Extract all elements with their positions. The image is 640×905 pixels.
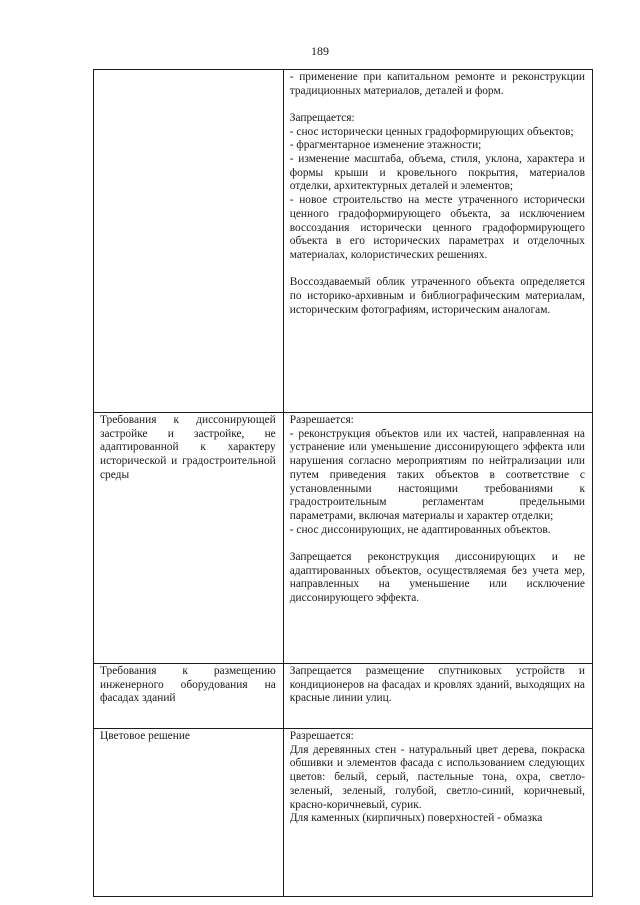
paragraph: Для каменных (кирпичных) поверхностей - обмазка [289, 812, 543, 825]
paragraph: - изменение масштаба, объема, стиля, уклона, характера и формы крыши и кровельного покрытия, материалов отделки, архитектурных деталей и элементов; [289, 153, 585, 193]
requirement-text-cell [283, 70, 592, 413]
table-row [94, 664, 593, 729]
paragraph: - фрагментарное изменение этажности; [289, 139, 482, 152]
paragraph: Запрещается: [289, 111, 355, 124]
paragraph: - новое строительство на месте утраченного исторически ценного градоформирующего объекта, за исключением воссоздания исторически ценного градоформирующего объекта в его исторических параметрах и отделочных материалах, колористических решениях. [289, 194, 585, 261]
paragraph: Запрещается размещение спутниковых устройств и кондиционеров на фасадах и кровлях зданий, выходящих на красные линии улиц. [289, 665, 585, 705]
paragraph: Разрешается: [289, 414, 354, 426]
requirement-text-cell [283, 413, 592, 664]
paragraph: Разрешается: [289, 730, 354, 742]
regulations-table [93, 69, 593, 897]
table-row [94, 729, 593, 897]
cell-content [290, 730, 585, 893]
requirement-label: Цветовое решение [100, 730, 190, 742]
requirement-text-cell [283, 664, 592, 729]
spacer [290, 98, 585, 112]
requirement-text-cell [283, 729, 592, 897]
table-row [94, 413, 593, 664]
requirement-label-cell [94, 664, 284, 729]
paragraph: Запрещается реконструкция диссонирующих и не адаптированных объектов, осуществляемая без учета мер, направленных на уменьшение или исключение диссонирующего эффекта. [289, 550, 585, 604]
spacer [290, 263, 585, 277]
requirement-label: Требования к диссонирующей застройке и застройке, не адаптированной к характеру исторической и градостроительной среды [100, 414, 276, 481]
requirement-label-cell [94, 729, 284, 897]
paragraph: - реконструкция объектов или их частей, направленная на устранение или уменьшение диссонирующего эффекта или нарушения согласно мероприятиям по нейтрализации или путем приведения таких объектов в соответствие с установленными настоящими требованиями к градостроительным регламентам предельными параметрами, включая материалы и характер отделки; [289, 427, 585, 522]
spacer [290, 537, 585, 551]
requirement-label-cell [94, 413, 284, 664]
paragraph: - снос диссонирующих, не адаптированных объектов. [289, 523, 551, 536]
paragraph: - снос исторически ценных градоформирующих объектов; [289, 125, 574, 138]
requirement-label: Требования к размещению инженерного оборудования на фасадах зданий [100, 665, 276, 705]
requirement-label-cell [94, 70, 284, 413]
table-row [94, 70, 593, 413]
page-number: 189 [311, 44, 329, 58]
paragraph: - применение при капитальном ремонте и реконструкции традиционных материалов, деталей и форм. [289, 71, 585, 97]
paragraph: Для деревянных стен - натуральный цвет дерева, покраска обшивки и элементов фасада с использованием следующих цветов: белый, серый, пастельные тона, охра, светло-зеленый, зеленый, голубой, светло-синий, коричневый, красно-коричневый, сурик. [289, 743, 585, 811]
paragraph: Воссоздаваемый облик утраченного объекта определяется по историко-архивным и библиографическим материалам, историческим фотографиям, историческим аналогам. [289, 276, 585, 316]
